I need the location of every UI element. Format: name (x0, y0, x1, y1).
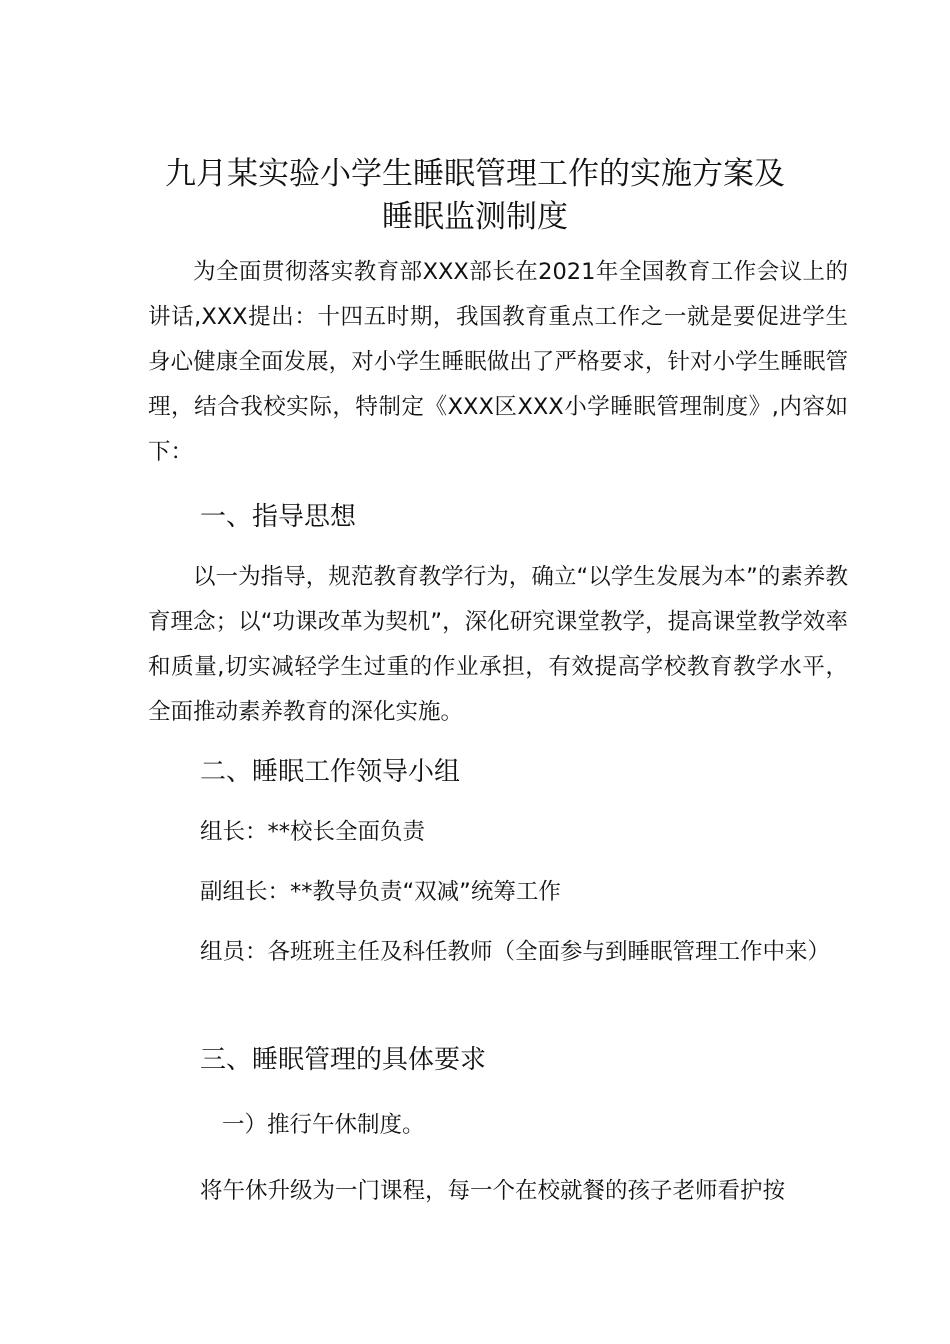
document-title-line2: 睡眠监测制度 (382, 199, 568, 235)
group-deputy-line: 副组长：**教导负责“双减”统筹工作 (200, 879, 561, 905)
section3-subheading: 一）推行午休制度。 (222, 1112, 425, 1138)
section2-heading: 二、睡眠工作领导小组 (200, 757, 461, 787)
section3-body: 将午休升级为一门课程，每一个在校就餐的孩子老师看护按 (200, 1178, 786, 1204)
group-members-line: 组员：各班班主任及科任教师（全面参与到睡眠管理工作中来） (200, 939, 831, 965)
intro-paragraph: 为全面贯彻落实教育部XXX部长在2021年全国教育工作会议上的讲话,XXX提出：十四五时期，我国教育重点工作之一就是要促进学生身心健康全面发展，对小学生睡眠做出了严格要求，针对小学生睡眠管理，结合我校实际，特制定《XXX区XXX小学睡眠管理制度》,内容如下： (148, 259, 848, 465)
section3-heading: 三、睡眠管理的具体要求 (200, 1045, 487, 1075)
document-title-line1: 九月某实验小学生睡眠管理工作的实施方案及 (165, 156, 785, 192)
group-leader-line: 组长：**校长全面负责 (200, 819, 426, 845)
section1-heading: 一、指导思想 (200, 502, 357, 532)
section1-body: 以一为指导，规范教育教学行为，确立“以学生发展为本”的素养教育理念；以“功课改革为契机”，深化研究课堂教学，提高课堂教学效率和质量,切实减轻学生过重的作业承担，有效提高学校教育教学水平，全面推动素养教育的深化实施。 (148, 564, 848, 725)
